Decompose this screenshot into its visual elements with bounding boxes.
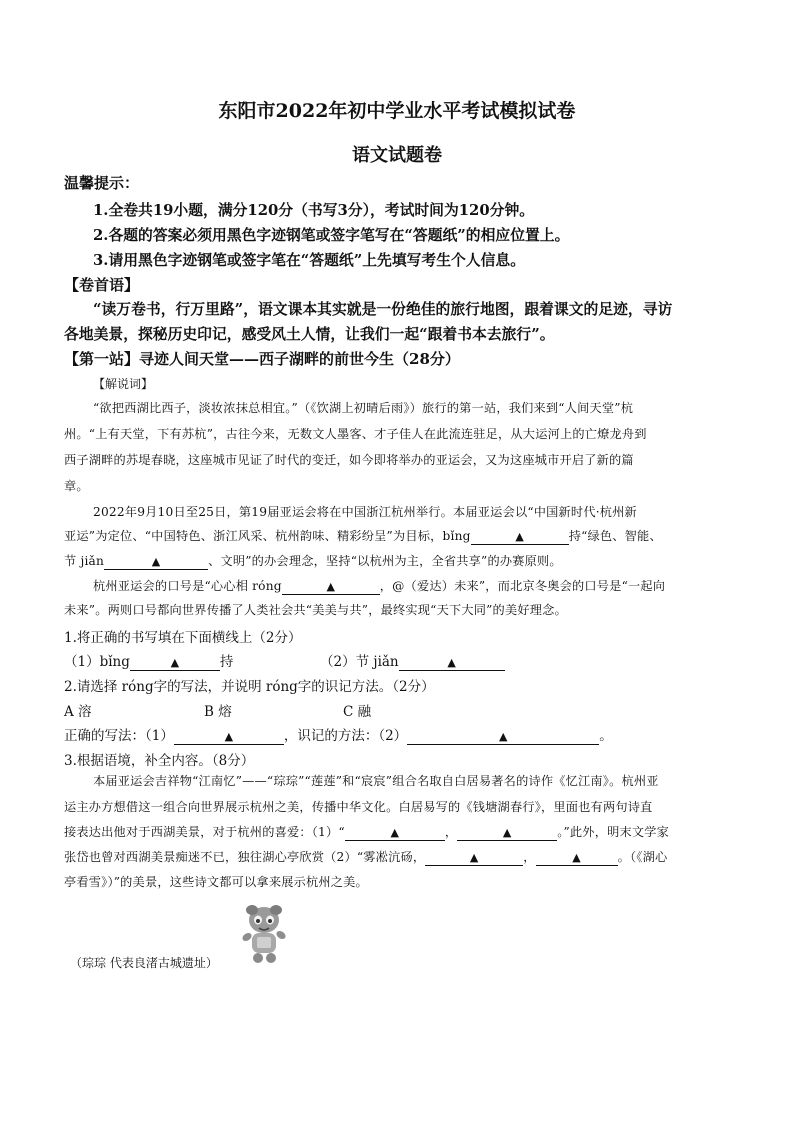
q2-answer-label-2: ，识记的方法：（2） xyxy=(283,728,408,744)
p3-line-1-start: 杭州亚运会的口号是“心心相 róng xyxy=(93,579,282,593)
preface-heading: 【卷首语】 xyxy=(64,276,140,294)
q3-blank-4[interactable] xyxy=(536,849,618,866)
page-title: 东阳市2022年初中学业水平考试模拟试卷 xyxy=(218,100,576,122)
p2-line-3-end: 、文明”的办会理念，坚持“以杭州为主，全省共享”的办赛原则。 xyxy=(208,554,562,568)
p1-line-4: 章。 xyxy=(64,479,89,493)
triangle-icon: ▲ xyxy=(498,730,508,743)
mascot-arm-right xyxy=(275,929,287,940)
station1-heading: 【第一站】寻迹人间天堂——西子湖畔的前世今生（28分） xyxy=(64,350,460,368)
q3-blank-3[interactable] xyxy=(425,849,523,866)
q3-line-3-start: 接表达出他对于西湖美景，对于杭州的喜爱：（1）“ xyxy=(64,825,345,839)
mascot-ear-right xyxy=(270,905,282,915)
p2-line-1: 2022年9月10日至25日，第19届亚运会将在中国浙江杭州举行。本届亚运会以“中国新时代·杭州新 xyxy=(93,505,637,519)
triangle-icon: ▲ xyxy=(326,580,336,593)
p1-line-3: 西子湖畔的苏堤春晓，这座城市见证了时代的变迁，如今即将举办的亚运会，又为这座城市开启了新的篇 xyxy=(64,453,634,467)
p3-line-2: 未来”。两则口号都向世界传播了人类社会共“美美与共”，最终实现“天下大同”的美好理念。 xyxy=(64,603,567,617)
q1-item-1-suffix: 持 xyxy=(219,654,234,670)
commentary-label: 【解说词】 xyxy=(93,377,154,391)
triangle-icon: ▲ xyxy=(151,555,161,568)
q2-answer-end: 。 xyxy=(599,728,613,744)
q1-item-1-label: （1）bǐng xyxy=(64,654,130,670)
q2-option-a: A 溶 xyxy=(64,704,92,720)
triangle-icon: ▲ xyxy=(469,851,479,864)
q2-blank-1[interactable] xyxy=(174,728,284,745)
blank-bing[interactable] xyxy=(471,528,569,545)
tip-item-1: 1.全卷共19小题，满分120分（书写3分），考试时间为120分钟。 xyxy=(93,202,535,219)
p2-line-3-start: 节 jiǎn xyxy=(64,554,105,568)
q2-option-b: B 熔 xyxy=(204,704,232,720)
p2-line-2-start: 亚运”为定位、“中国特色、浙江风采、杭州韵味、精彩纷呈”为目标，bǐng xyxy=(64,529,471,543)
p3-line-1-end: ，@（爱达）未来”，而北京冬奥会的口号是“一起向 xyxy=(379,579,666,593)
q3-line-4 xyxy=(64,844,667,870)
q3-comma-1: ， xyxy=(444,825,458,839)
preface-line-2: 各地美景，探秘历史印记，感受风土人情，让我们一起“跟着书本去旅行”。 xyxy=(64,326,555,343)
triangle-icon: ▲ xyxy=(390,826,400,839)
q3-line-4-start: 张岱也曾对西湖美景痴迷不已，独往湖心亭欣赏（2）“雾凇沆砀， xyxy=(64,850,426,864)
p3-line-1 xyxy=(93,573,665,599)
q3-comma-2: ， xyxy=(523,850,536,864)
q3-line-3-end: 。”此外，明末文学家 xyxy=(557,825,670,839)
triangle-icon: ▲ xyxy=(572,851,581,864)
q3-line-4-end: 。（《湖心 xyxy=(617,850,668,864)
q1-blank-2[interactable] xyxy=(399,654,505,671)
mascot-ear-left xyxy=(246,905,258,915)
p2-line-2-end: 持“绿色、智能、 xyxy=(568,529,662,543)
q3-blank-1[interactable] xyxy=(345,824,445,841)
q1-answers xyxy=(64,650,233,671)
tips-heading: 温馨提示： xyxy=(64,174,140,192)
q2-text: 2.请选择 róng字的写法，并说明 róng字的识记方法。（2分） xyxy=(64,679,435,695)
q1-item-2-label: （2）节 jiǎn xyxy=(320,654,399,670)
q3-line-3 xyxy=(64,819,669,845)
p1-line-1: “欲把西湖比西子，淡妆浓抹总相宜。”（《饮湖上初晴后雨》）旅行的第一站，我们来到“人间天堂”杭 xyxy=(93,401,634,415)
q2-blank-2[interactable] xyxy=(407,728,599,745)
mascot-congcong-image xyxy=(238,904,290,966)
q2-answer-line xyxy=(64,724,613,745)
blank-rong[interactable] xyxy=(282,578,380,595)
triangle-icon: ▲ xyxy=(502,826,512,839)
q3-line-1: 本届亚运会吉祥物“江南忆”——“琮琮”“莲莲”和“宸宸”组合名取自白居易著名的诗作《忆江南》。杭州亚 xyxy=(93,774,659,788)
tip-item-2: 2.各题的答案必须用黑色字迹钢笔或签字笔写在“答题纸”的相应位置上。 xyxy=(93,227,570,244)
p2-line-3 xyxy=(64,548,562,574)
mascot-leg-right xyxy=(266,953,276,963)
triangle-icon: ▲ xyxy=(515,530,525,543)
page-subtitle: 语文试题卷 xyxy=(352,145,442,166)
q3-line-5: 亭看雪》）”的美景，这些诗文都可以拿来展示杭州之美。 xyxy=(64,875,368,889)
q3-line-2: 运主办方想借这一组合向世界展示杭州之美，传播中华文化。白居易写的《钱塘湖春行》，里面也有两句诗直 xyxy=(64,800,653,814)
q1-blank-1[interactable] xyxy=(130,654,220,671)
mascot-pupil-right xyxy=(268,919,272,923)
p2-line-2 xyxy=(64,523,662,549)
tip-item-3: 3.请用黑色字迹钢笔或签字笔在“答题纸”上先填写考生个人信息。 xyxy=(93,252,525,269)
preface-line-1: “读万卷书，行万里路”，语文课本其实就是一份绝佳的旅行地图，跟着课文的足迹，寻访 xyxy=(93,301,673,318)
blank-jian[interactable] xyxy=(104,553,208,570)
triangle-icon: ▲ xyxy=(447,656,456,669)
q3-blank-2[interactable] xyxy=(457,824,557,841)
q2-option-c: C 融 xyxy=(343,704,372,720)
mascot-leg-left xyxy=(253,953,263,963)
p1-line-2: 州。“上有天堂，下有苏杭”，古往今来，无数文人墨客、才子佳人在此流连驻足，从大运河上的亡燎龙舟到 xyxy=(64,427,647,441)
q1-text: 1.将正确的书写填在下面横线上（2分） xyxy=(64,630,302,646)
mascot-chest-pattern xyxy=(257,937,271,948)
q2-answer-label-1: 正确的写法：（1） xyxy=(64,728,174,744)
mascot-arm-left xyxy=(241,931,253,942)
mascot-pupil-left xyxy=(256,919,260,923)
triangle-icon: ▲ xyxy=(170,656,180,669)
q3-text: 3.根据语境，补全内容。（8分） xyxy=(64,753,255,769)
image-caption: （琮琮 代表良渚古城遗址） xyxy=(70,956,218,970)
q1-item-2 xyxy=(320,650,505,671)
triangle-icon: ▲ xyxy=(224,730,234,743)
